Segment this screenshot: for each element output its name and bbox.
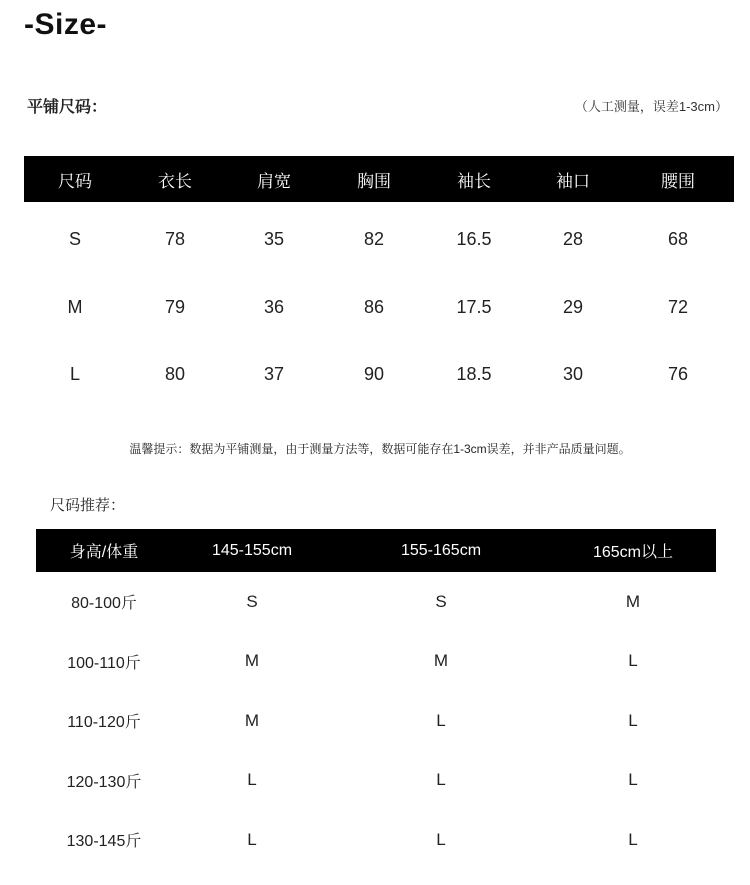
table-cell: 36 [263,296,285,317]
table-row [36,751,716,811]
table-row [36,691,716,751]
table-cell: 35 [263,229,285,250]
table-cell: 86 [363,296,385,317]
table-cell: 82 [363,229,385,250]
table-cell: L [247,770,257,790]
table-cell: L [628,710,638,730]
table-cell: 80 [164,364,186,385]
size-recommend-table [36,529,716,870]
table-row [36,810,716,870]
size-table-header [24,156,734,202]
size-table [24,156,734,409]
table-cell: M [244,651,260,671]
table-cell: 78 [164,229,186,250]
header-cell: 身高/体重 [36,529,172,572]
table-cell: S [246,591,258,611]
table-cell: L [247,829,257,849]
table-cell: 120-130斤 [66,773,142,791]
table-cell: 76 [667,364,689,385]
table-cell: M [67,296,83,317]
table-cell: 18.5 [456,364,492,385]
table-cell: 130-145斤 [66,833,142,851]
flat-size-label: 平铺尺码： [27,99,108,116]
table-cell: 28 [562,229,584,250]
table-cell: M [244,710,260,730]
table-cell: S [68,229,81,250]
table-cell: 90 [363,364,385,385]
table-cell: L [628,770,638,790]
table-cell: L [436,829,446,849]
table-cell: 16.5 [456,229,492,250]
header-cell: 尺码 [24,156,126,202]
table-cell: M [433,651,449,671]
table-cell: L [436,770,446,790]
table-row [24,274,734,342]
header-cell: 肩宽 [224,156,324,202]
table-cell: 68 [667,229,689,250]
table-cell: L [69,364,80,385]
table-cell: M [625,591,641,611]
page-title: -Size- [24,8,108,41]
table-cell: 100-110斤 [67,654,141,672]
table-cell: L [628,829,638,849]
table-row [24,341,734,409]
table-cell: 37 [263,364,285,385]
table-cell: L [436,710,446,730]
table-cell: S [435,591,447,611]
table-row [24,202,734,274]
header-cell: 165cm以上 [550,529,716,572]
header-cell: 145-155cm [172,529,332,572]
header-cell: 腰围 [622,156,734,202]
header-cell: 胸围 [324,156,424,202]
table-cell: 79 [164,296,186,317]
measurement-tip: 温馨提示：数据为平铺测量，由于测量方法等，数据可能存在1-3cm误差，并非产品质量问题。 [129,442,631,456]
table-cell: 72 [667,296,689,317]
table-cell: 80-100斤 [71,595,137,613]
header-cell: 衣长 [126,156,224,202]
size-recommend-label: 尺码推荐： [50,497,126,514]
recommend-table-header [36,529,716,572]
table-cell: 17.5 [456,296,492,317]
measurement-note: （人工测量，误差1-3cm） [574,99,728,114]
table-cell: 30 [562,364,584,385]
table-row [36,572,716,632]
table-cell: 110-120斤 [67,714,141,732]
table-cell: L [628,651,638,671]
header-cell: 155-165cm [332,529,550,572]
table-row [36,632,716,692]
header-cell: 袖长 [424,156,524,202]
header-cell: 袖口 [524,156,622,202]
table-cell: 29 [562,296,584,317]
